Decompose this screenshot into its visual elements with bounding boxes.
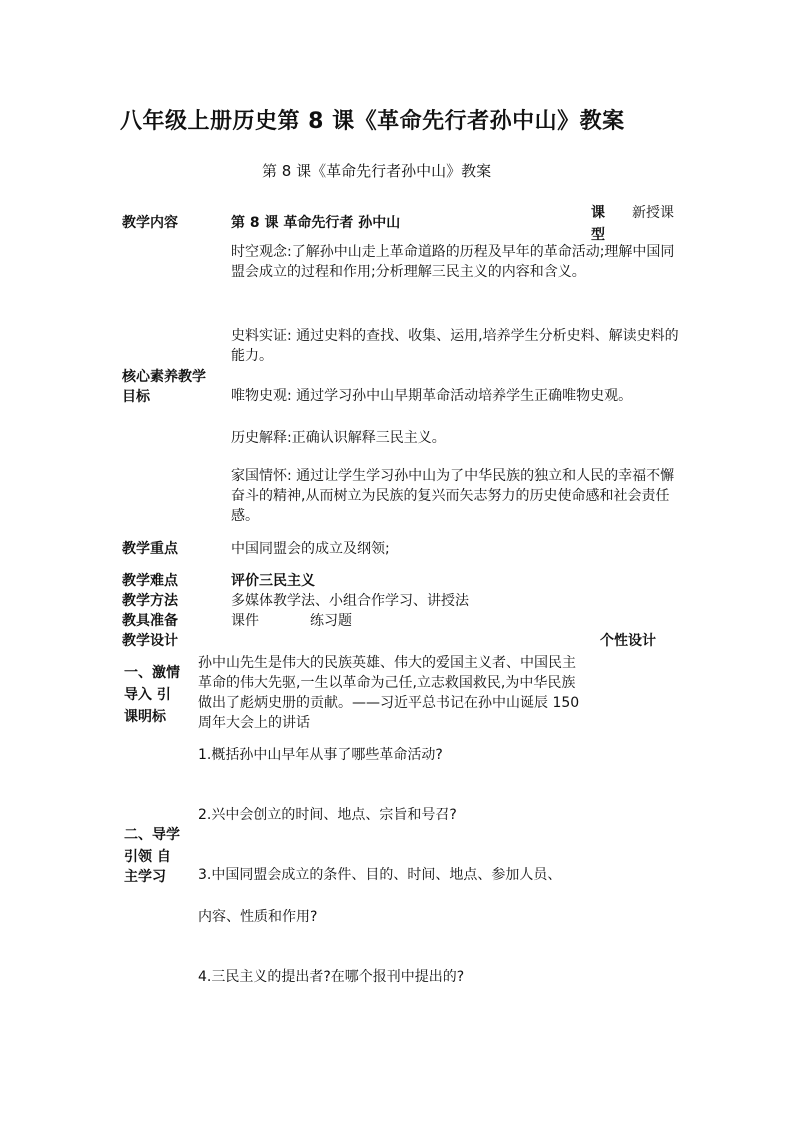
tools-value-courseware: 课件 [231, 613, 259, 629]
personal-design-label: 个性设计 [600, 633, 656, 649]
method-label: 教学方法 [122, 593, 178, 609]
question-4: 4.三民主义的提出者?在哪个报刊中提出的? [198, 969, 465, 985]
section2-label-3: 主学习 [124, 869, 166, 885]
key-point-label: 教学重点 [122, 541, 178, 557]
teaching-design-label: 教学设计 [122, 633, 178, 649]
core-goal-item: 唯物史观: 通过学习孙中山早期革命活动培养学生正确唯物史观。 [231, 388, 633, 404]
question-3-line-2: 内容、性质和作用? [198, 909, 318, 925]
method-value: 多媒体教学法、小组合作学习、讲授法 [231, 593, 469, 609]
section1-label-2: 导入 引 [124, 687, 171, 703]
core-goal-item: 史料实证: 通过史料的查找、收集、运用,培养学生分析史料、解读史料的能力。 [231, 328, 679, 364]
tools-label: 教具准备 [122, 613, 178, 629]
core-goal-item: 历史解释:正确认识解释三民主义。 [231, 430, 446, 446]
section2-label-1: 二、导学 [124, 827, 180, 843]
section1-label-3: 课明标 [124, 709, 166, 725]
xi-jinping-quote: 孙中山先生是伟大的民族英雄、伟大的爱国主义者、中国民主革命的伟大先驱,一生以革命为己任,立志救国救民,为中华民族做出了彪炳史册的贡献。——习近平总书记在孙中山诞辰 150 周年大会上的讲话 [198, 655, 580, 731]
question-2: 2.兴中会创立的时间、地点、宗旨和号召? [198, 807, 457, 823]
core-goal-item: 时空观念:了解孙中山走上革命道路的历程及早年的革命活动;理解中国同盟会成立的过程和作用;分析理解三民主义的内容和含义。 [231, 244, 675, 280]
section2-label-2: 引领 自 [124, 849, 171, 865]
core-goals-label-2: 目标 [122, 389, 150, 405]
lesson-type-label-2: 型 [591, 227, 605, 243]
section1-label-1: 一、激情 [124, 665, 180, 681]
lesson-plan-subtitle: 第 8 课《革命先行者孙中山》教案 [262, 162, 492, 180]
tools-value-exercises: 练习题 [310, 613, 352, 629]
lesson-type-value: 新授课 [632, 205, 674, 221]
document-title: 八年级上册历史第 8 课《革命先行者孙中山》教案 [120, 109, 625, 134]
lesson-type-label-1: 课 [591, 205, 605, 221]
core-goal-item: 家国情怀: 通过让学生学习孙中山为了中华民族的独立和人民的幸福不懈奋斗的精神,从而树立为民族的复兴而矢志努力的历史使命感和社会责任感。 [231, 468, 675, 524]
question-1: 1.概括孙中山早年从事了哪些革命活动? [198, 747, 443, 763]
teaching-content-value: 第 8 课 革命先行者 孙中山 [231, 215, 401, 231]
difficulty-label: 教学难点 [122, 573, 178, 589]
key-point-value: 中国同盟会的成立及纲领; [231, 541, 390, 557]
teaching-content-label: 教学内容 [122, 215, 178, 231]
core-goals-label-1: 核心素养教学 [122, 369, 206, 385]
difficulty-value: 评价三民主义 [231, 573, 315, 589]
question-3-line-1: 3.中国同盟会成立的条件、目的、时间、地点、参加人员、 [198, 867, 562, 883]
